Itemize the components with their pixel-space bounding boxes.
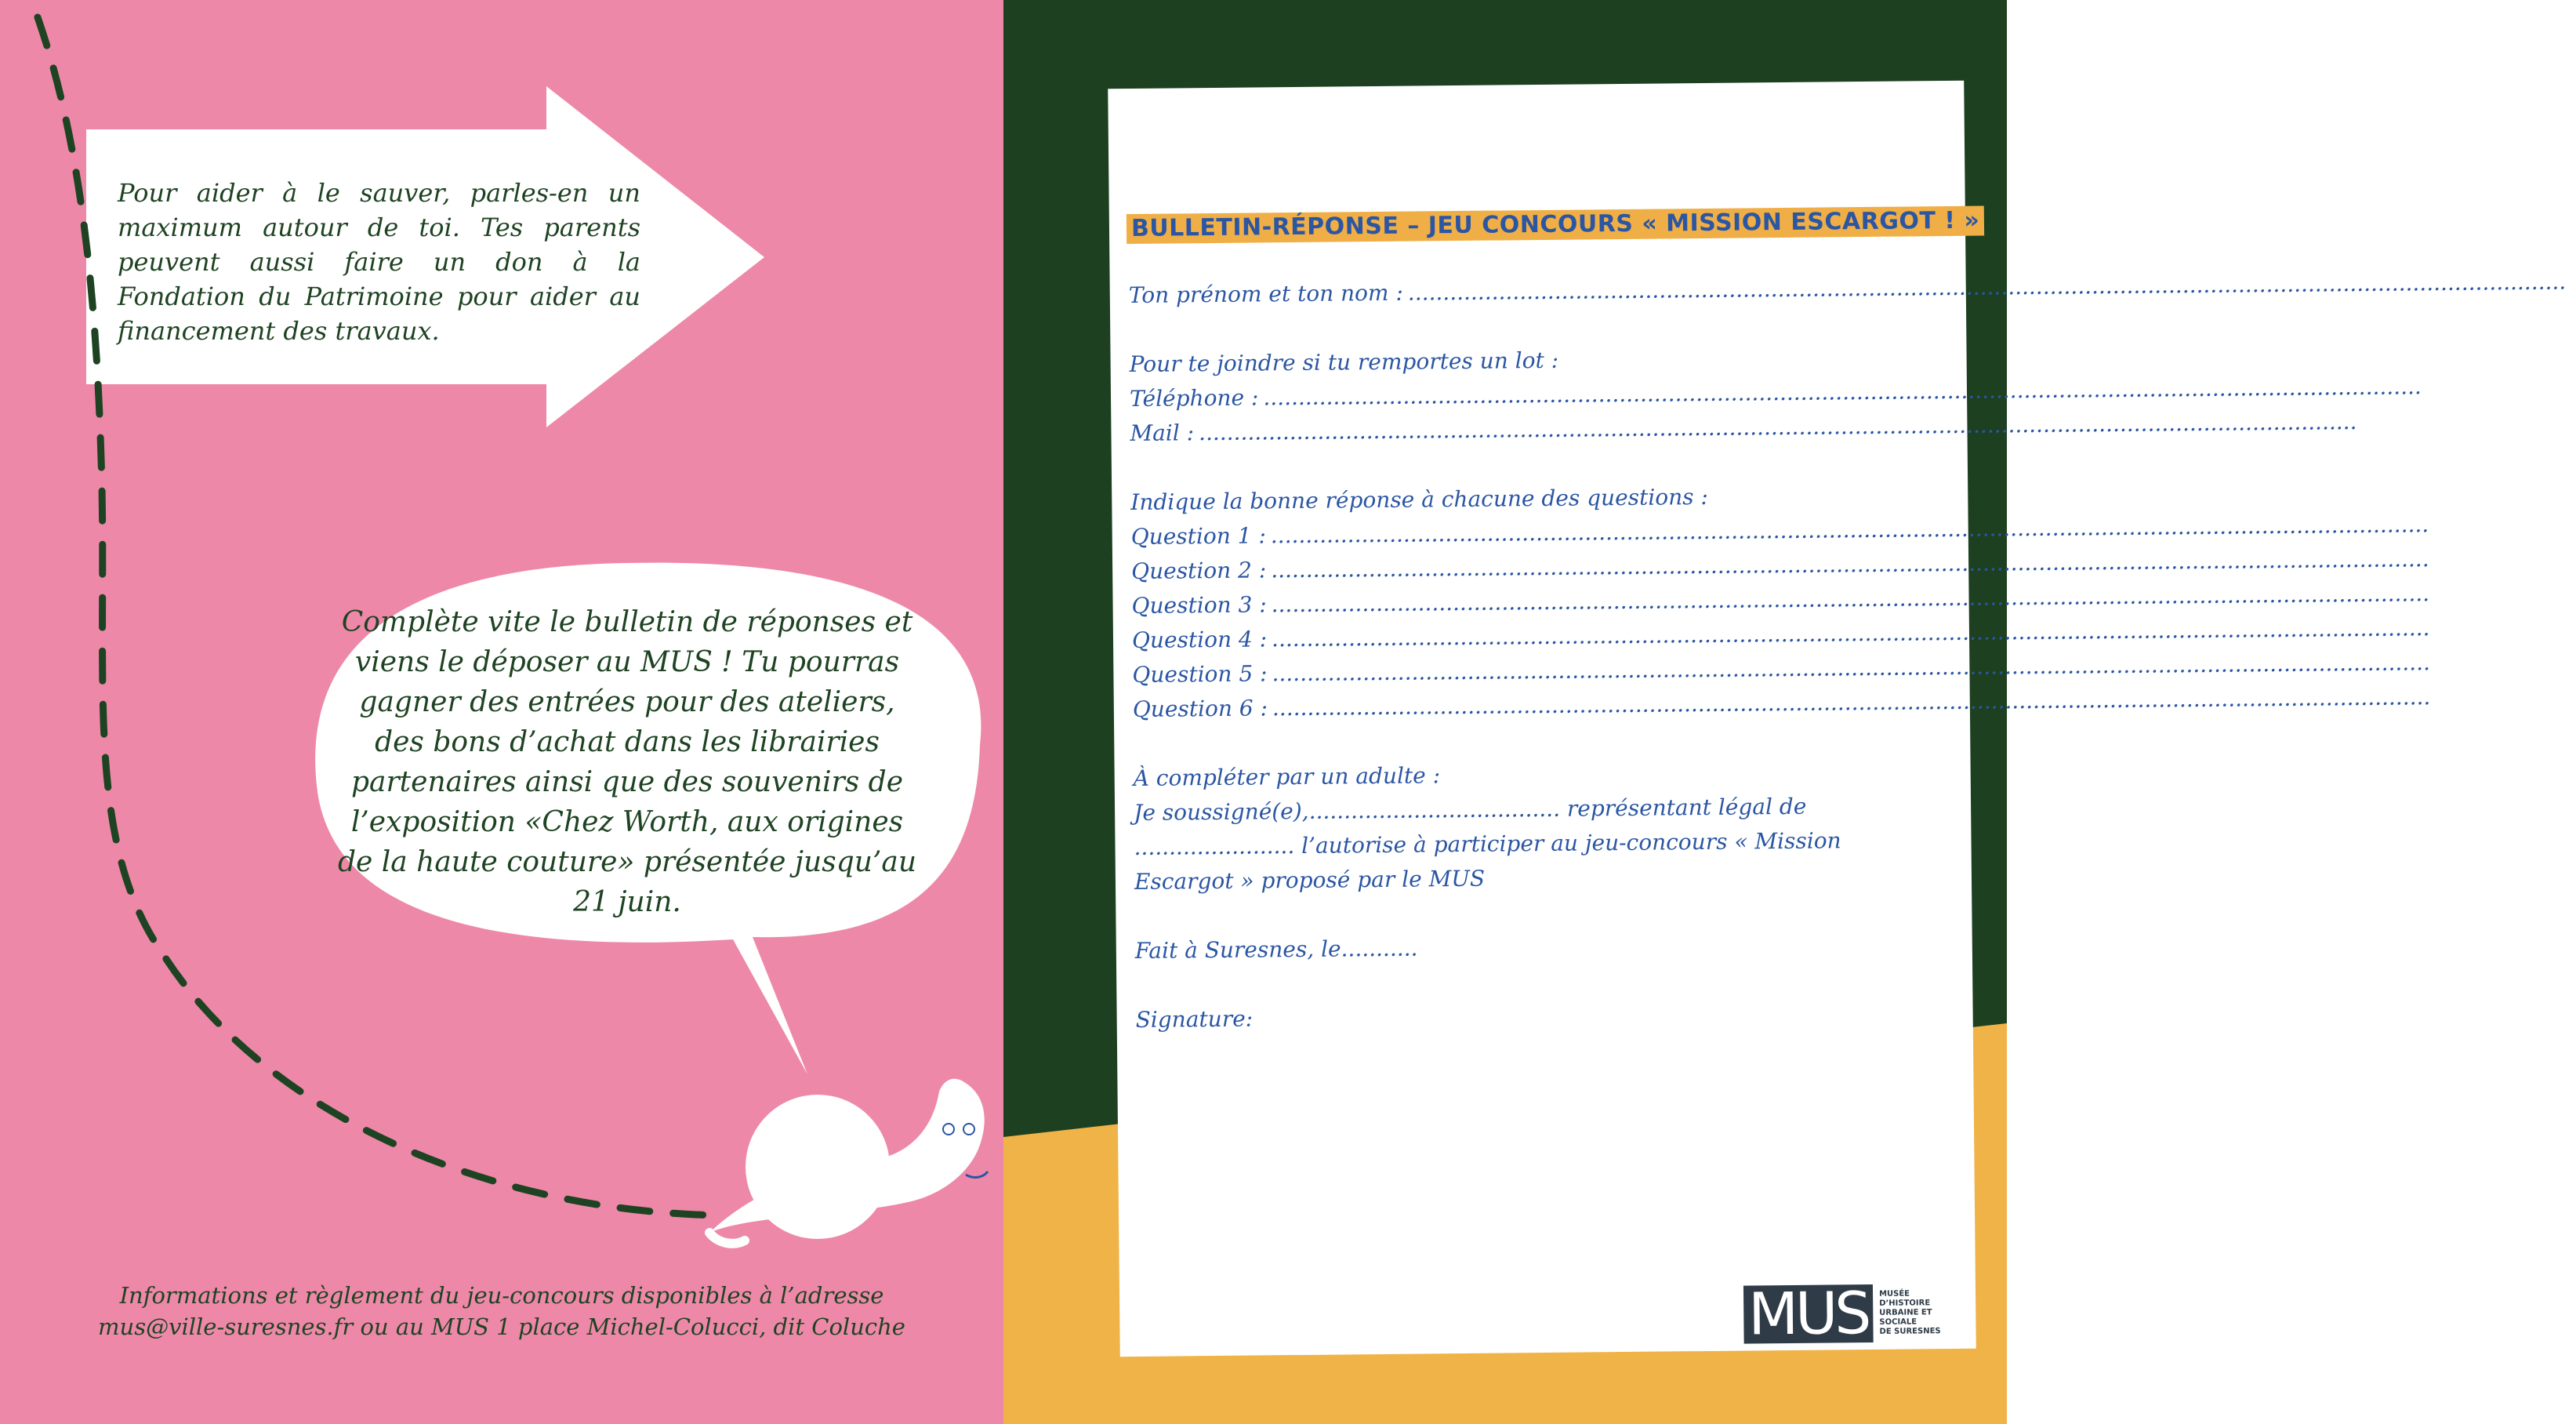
mus-caption-line: MUSÉE [1878,1289,1910,1299]
place-date-field[interactable]: Fait à Suresnes, le........... [1134,935,1418,964]
name-label: Ton prénom et ton nom : [1128,279,1403,309]
adult-consent-line[interactable]: ....................... l’autorise à participer au jeu-concours « Mission [1134,827,1841,861]
mus-logo-caption [1879,1289,1974,1337]
mail-dots: ...................................................................................................................................................................... [1198,409,2357,446]
question-dots: ...................................................................................................................................................................... [1271,615,2430,652]
adult-consent-line: Escargot » proposé par le MUS [1134,865,1486,895]
question-label: Question 6 : [1132,695,1268,723]
question-dots: ...................................................................................................................................................................... [1272,649,2431,687]
adult-intro: À compléter par un adulte : [1133,762,1441,792]
footer-line: mus@ville-suresnes.fr ou au MUS 1 place Michel-Colucci, dit Coluche [98,1313,905,1340]
mus-logo [1743,1280,1974,1349]
question-dots: ...................................................................................................................................................................... [1270,511,2429,549]
question-label: Question 3 : [1131,591,1267,619]
contact-intro: Pour te joindre si tu remportes un lot : [1129,347,1559,378]
arrow-text: Pour aider à le sauver, parles-en un maximum autour de toi. Tes parents peuvent aussi faire un don à la Fondation du Patrimoine pour aider au financement des travaux. [118,178,640,346]
mus-caption-line: D’HISTOIRE [1879,1299,1931,1308]
questions-intro: Indique la bonne réponse à chacune des questions : [1130,483,1709,516]
mail-label: Mail : [1130,420,1195,447]
footer-line: Informations et règlement du jeu-concours disponibles à l’adresse [119,1282,884,1309]
mus-logo-mark: MUS [1743,1284,1874,1344]
adult-consent-line[interactable]: Je soussigné(e),.................................... représentant légal de [1133,793,1807,826]
form-body [1128,268,2567,1037]
bubble-text: Complète vite le bulletin de réponses et viens le déposer au MUS ! Tu pourras gagner des entrées pour des ateliers, des bons d’achat dans les librairies partenaires ainsi que des souvenirs de l’exposition «Chez Worth, aux origines de la haute couture» présentée jusqu’au 21 juin. [337,606,917,918]
name-dots: ...................................................................................................................................................................... [1407,268,2567,306]
response-form-card [1108,81,2567,1357]
mus-caption-line: URBAINE ET [1879,1308,1932,1317]
question-dots: ...................................................................................................................................................................... [1271,546,2429,583]
question-label: Question 2 : [1131,557,1267,585]
phone-dots: ...................................................................................................................................................................... [1263,373,2422,411]
question-label: Question 4 : [1131,626,1268,654]
left-panel [0,0,1003,1424]
question-label: Question 1 : [1130,522,1266,550]
mus-caption-line: SOCIALE [1879,1317,1917,1327]
footer-info [71,1280,933,1342]
signature-field[interactable]: Signature: [1135,1005,1254,1033]
question-dots: ...................................................................................................................................................................... [1272,684,2431,721]
phone-label: Téléphone : [1129,384,1259,412]
form-title: BULLETIN-RÉPONSE – JEU CONCOURS « MISSION ESCARGOT ! » [1127,206,1985,245]
question-label: Question 5 : [1132,660,1268,688]
snail-illustration [709,1079,988,1244]
mus-caption-line: DE SURESNES [1879,1327,1941,1336]
question-dots: ...................................................................................................................................................................... [1271,580,2430,618]
